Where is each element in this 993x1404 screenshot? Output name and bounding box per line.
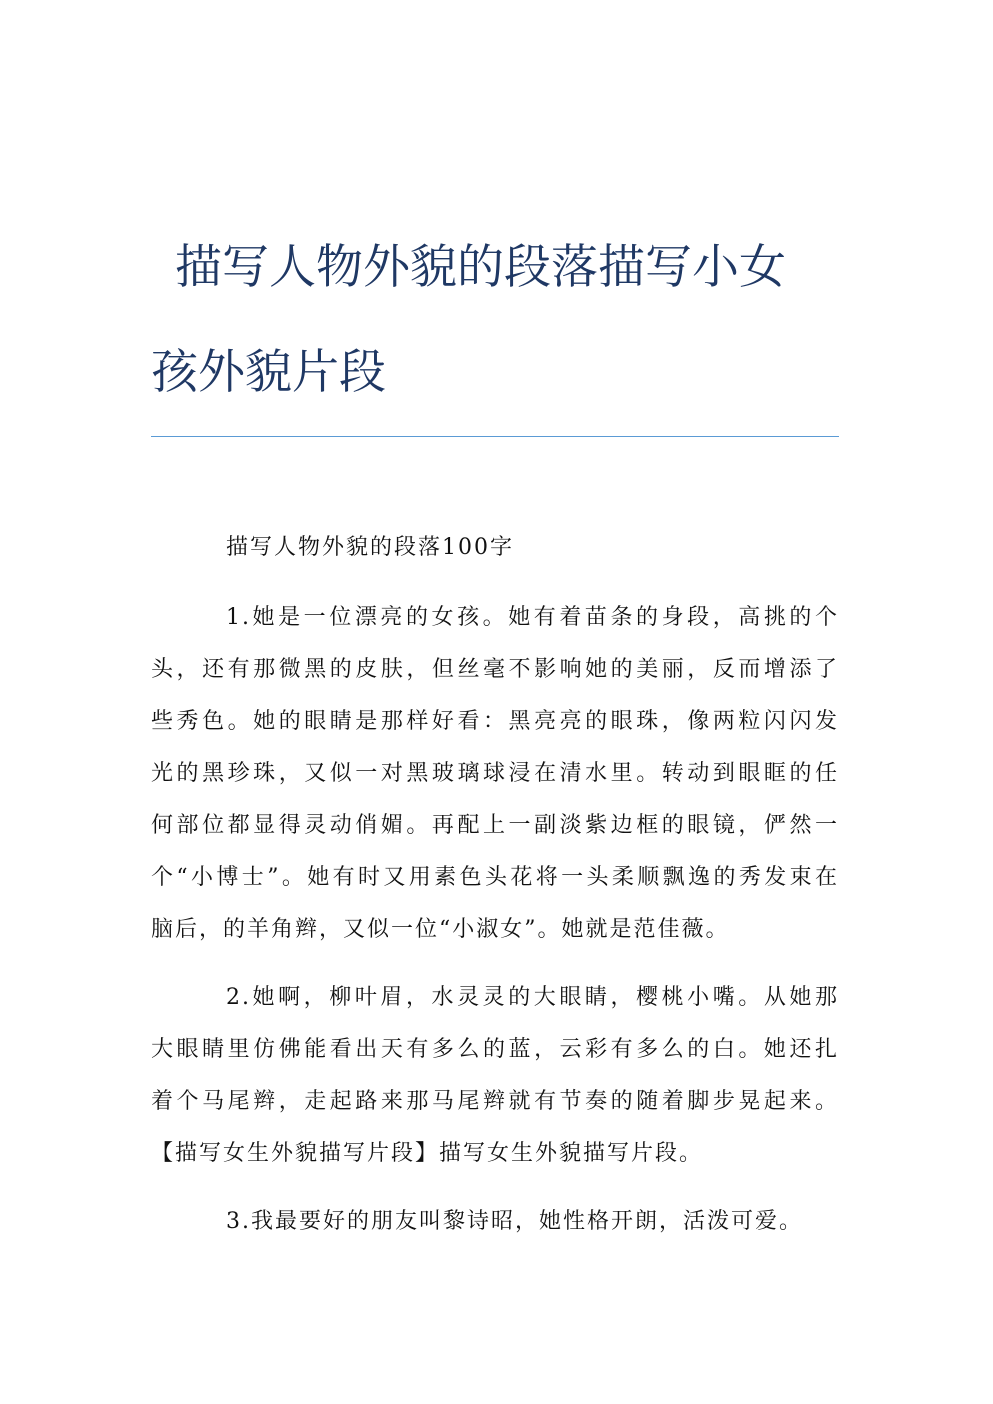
paragraph-line: 光的黑珍珠，又似一对黑玻璃球浸在清水里。转动到眼眶的任 <box>151 761 839 786</box>
paragraph-line: 3.我最要好的朋友叫黎诗昭，她性格开朗，活泼可爱。 <box>226 1209 803 1234</box>
section-heading: 描写人物外貌的段落100字 <box>226 535 514 560</box>
paragraph-line: 【描写女生外貌描写片段】描写女生外貌描写片段。 <box>151 1141 704 1166</box>
paragraph-line: 个“小博士”。她有时又用素色头花将一头柔顺飘逸的秀发束在 <box>151 865 839 890</box>
paragraph-line: 脑后，的羊角辫，又似一位“小淑女”。她就是范佳薇。 <box>151 917 730 942</box>
document-title-line-2: 孩外貌片段 <box>151 345 386 400</box>
paragraph-line: 大眼睛里仿佛能看出天有多么的蓝，云彩有多么的白。她还扎 <box>151 1037 839 1062</box>
title-divider <box>151 436 839 437</box>
paragraph-line: 些秀色。她的眼睛是那样好看：黑亮亮的眼珠，像两粒闪闪发 <box>151 709 839 734</box>
paragraph-line: 2.她啊，柳叶眉，水灵灵的大眼睛，樱桃小嘴。从她那 <box>226 985 839 1010</box>
document-title-line-1: 描写人物外貌的段落描写小女 <box>175 240 786 295</box>
paragraph-line: 何部位都显得灵动俏媚。再配上一副淡紫边框的眼镜，俨然一 <box>151 813 839 838</box>
paragraph-line: 头，还有那微黑的皮肤，但丝毫不影响她的美丽，反而增添了 <box>151 657 839 682</box>
paragraph-line: 着个马尾辫，走起路来那马尾辫就有节奏的随着脚步晃起来。 <box>151 1089 839 1114</box>
paragraph-line: 1.她是一位漂亮的女孩。她有着苗条的身段，高挑的个 <box>226 605 839 630</box>
